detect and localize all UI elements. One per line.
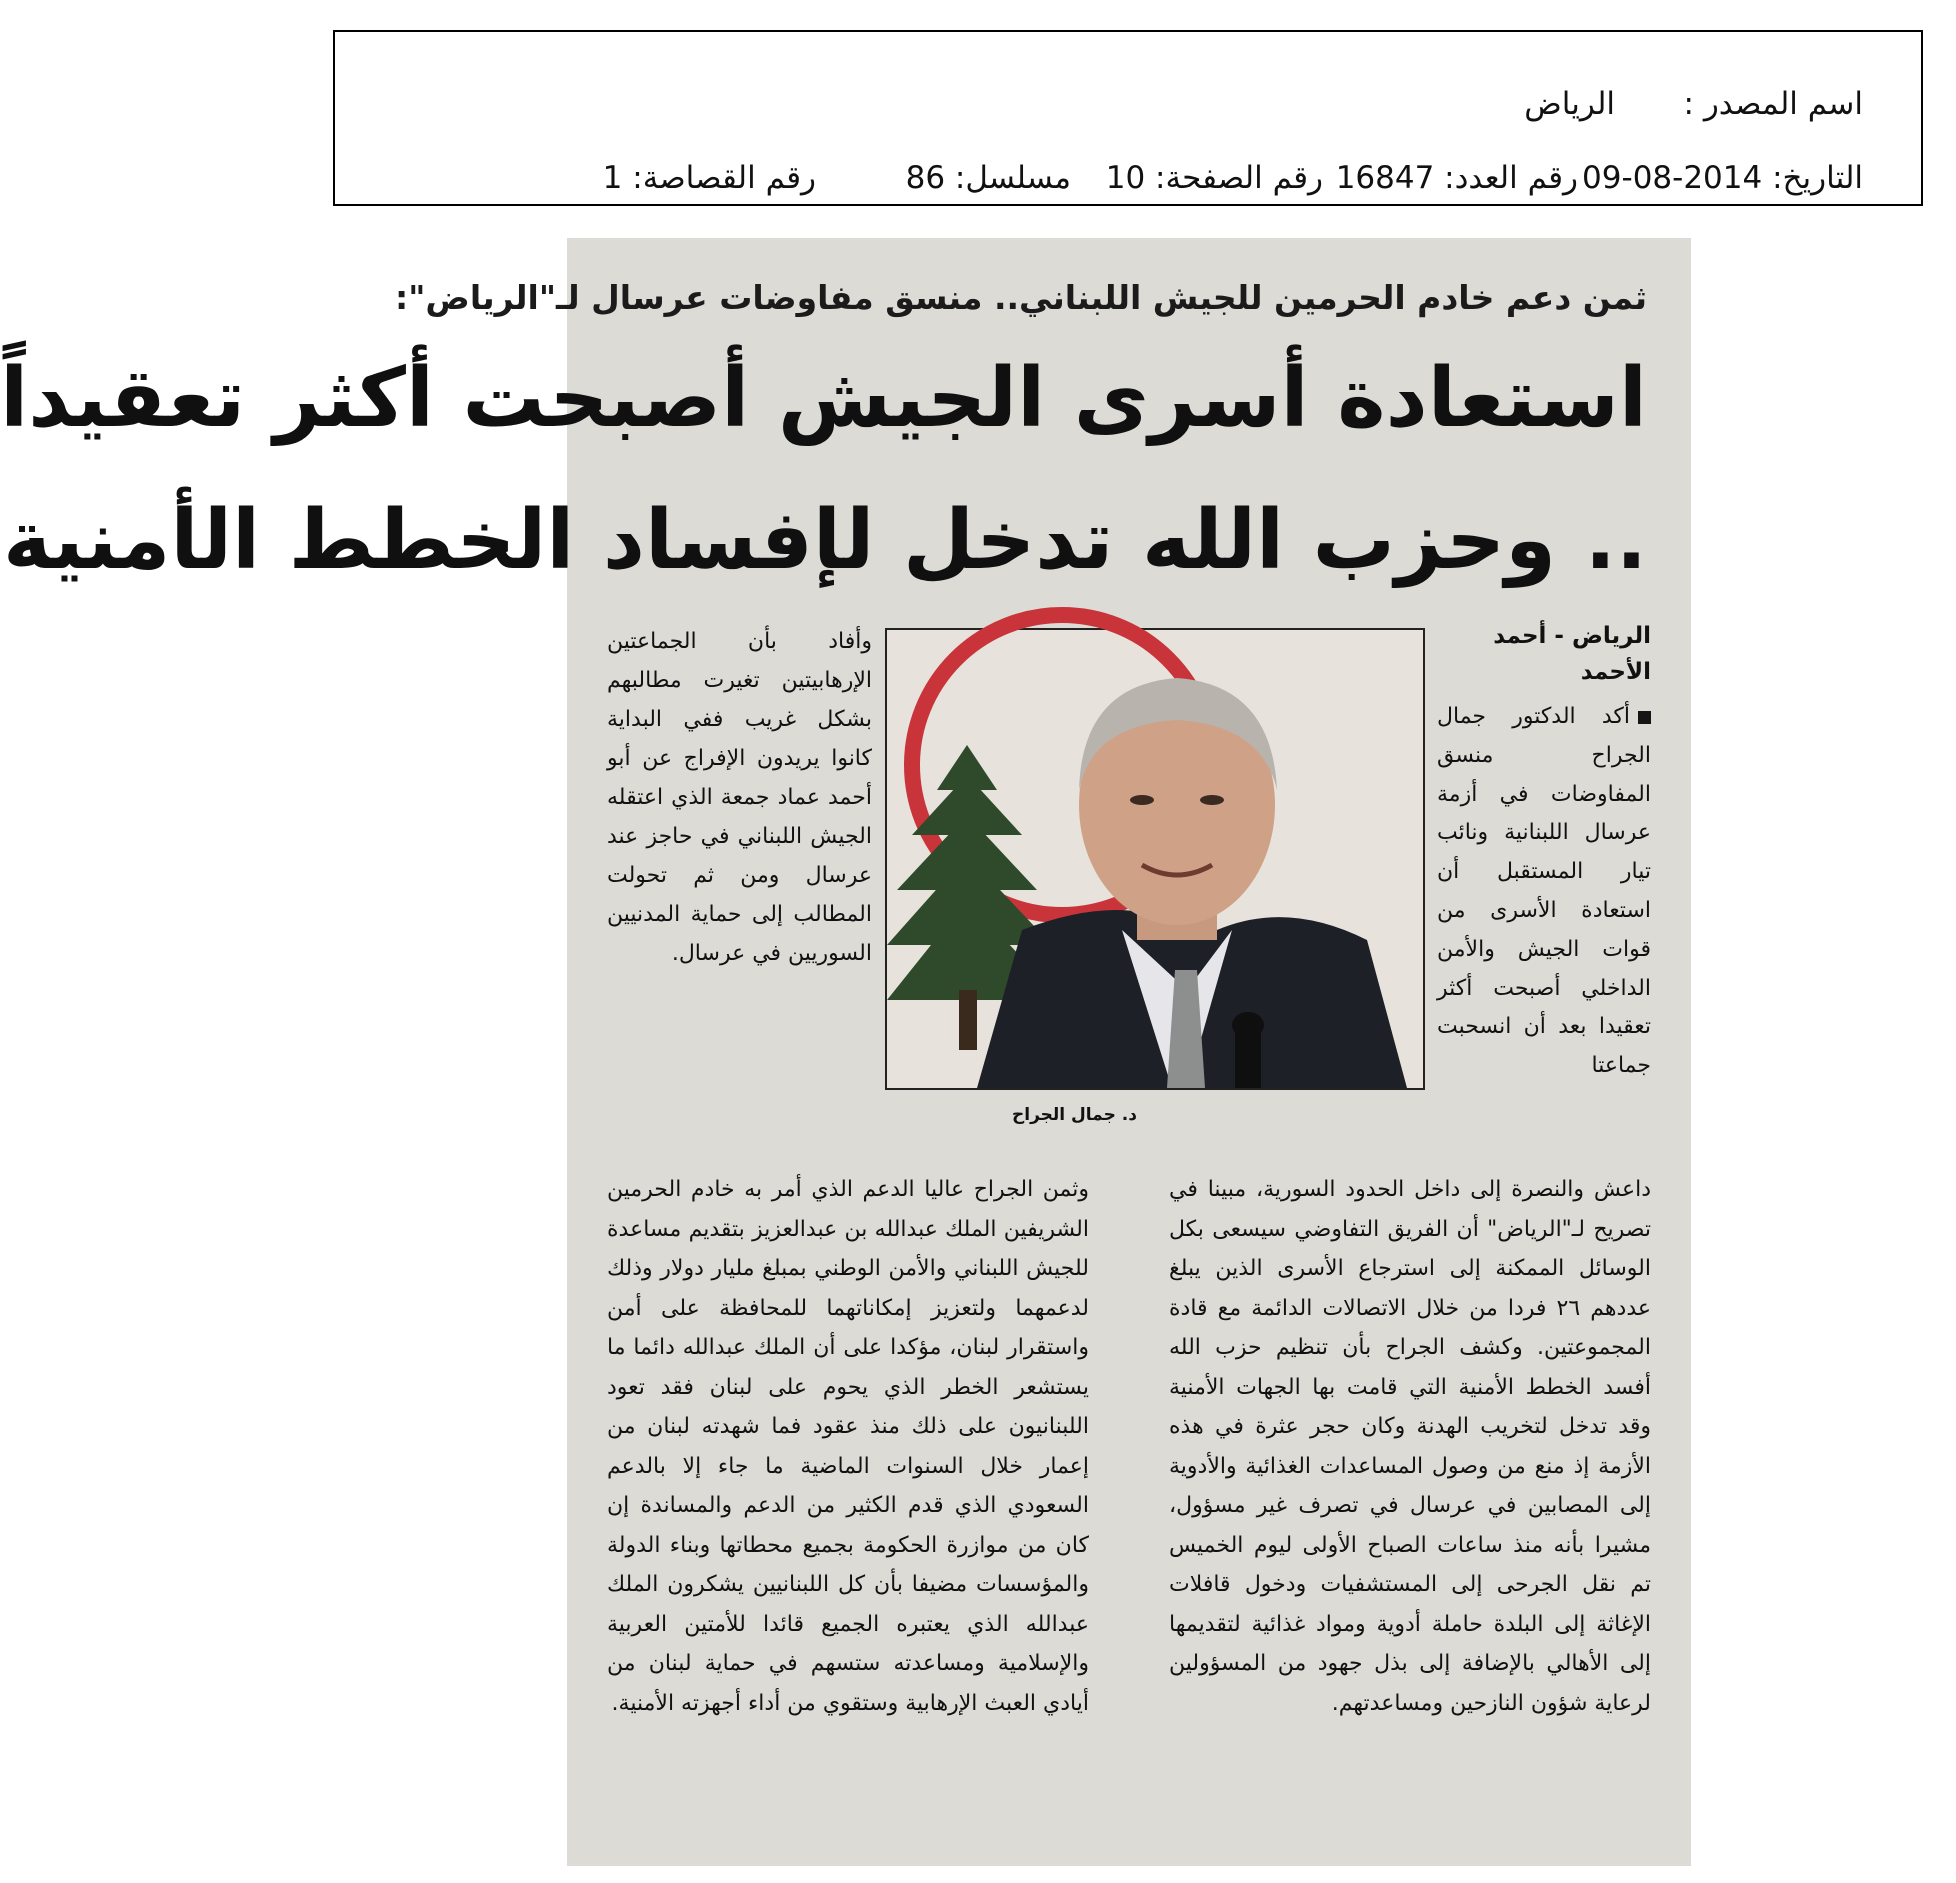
- portrait-illustration: [887, 630, 1423, 1088]
- photo-caption: د. جمال الجراح: [1012, 1105, 1137, 1125]
- headline-line-1: استعادة أسرى الجيش أصبحت أكثر تعقيداً: [0, 351, 1647, 446]
- portrait-photo: [885, 628, 1425, 1090]
- bullet-square-icon: [1638, 711, 1651, 724]
- source-label: اسم المصدر :: [1683, 86, 1863, 122]
- page-number-field: رقم الصفحة: 10: [1105, 160, 1323, 196]
- clipping-metadata-box: [333, 30, 1923, 206]
- article-column-right: [1437, 698, 1651, 1086]
- article-kicker: ثمن دعم خادم الحرمين للجيش اللبناني.. منسق مفاوضات عرسال لـ"الرياض":: [395, 278, 1647, 317]
- article-column-lower-left: وثمن الجراح عاليا الدعم الذي أمر به خادم الحرمين الشريفين الملك عبدالله بن عبدالعزيز بتقديم مساعدة للجيش اللبناني والأمن الوطني بمبلغ مليار دولار وذلك لدعمهما ولتعزيز إمكاناتهما للمحافظة على أمن واستقرار لبنان، مؤكدا على أن الملك عبدالله دائما ما يستشعر الخطر الذي يحوم على لبنان فقد تعود اللبنانيون على ذلك منذ عقود فما شهدته لبنان من إعمار خلال السنوات الماضية ما جاء إلا بالدعم السعودي الذي قدم الكثير من الدعم والمساندة إن كان من موازرة الحكومة بجميع محطاتها وبناء الدولة والمؤسسات مضيفا بأن كل اللبنانيين يشكرون الملك عبدالله الذي يعتبره الجميع قائدا للأمتين العربية والإسلامية ومساعدته ستسهم في حماية لبنان من أيادي العبث الإرهابية وستقوي من أداء أجهزته الأمنية.: [607, 1177, 1089, 1716]
- headline-line-2: .. وحزب الله تدخل لإفساد الخطط الأمنية: [2, 493, 1647, 588]
- newspaper-clipping: [0, 238, 1691, 1866]
- source-value: الرياض: [1524, 86, 1615, 122]
- article-column-lower-right: داعش والنصرة إلى داخل الحدود السورية، مبينا في تصريح لـ"الرياض" أن الفريق التفاوضي سيسعى بكل الوسائل الممكنة إلى استرجاع الأسرى الذين يبلغ عددهم ٢٦ فردا من خلال الاتصالات الدائمة مع قادة المجموعتين. وكشف الجراح بأن تنظيم حزب الله أفسد الخطط الأمنية التي قامت بها الجهات الأمنية وقد تدخل لتخريب الهدنة وكان حجر عثرة في هذه الأزمة إذ منع من وصول المساعدات الغذائية والأدوية إلى المصابين في عرسال في تصرف غير مسؤول، مشيرا بأنه منذ ساعات الصباح الأولى ليوم الخميس تم نقل الجرحى إلى المستشفيات ودخول قافلات الإغاثة إلى البلدة حاملة أدوية ومواد غذائية لتقديمها إلى الأهالي بالإضافة إلى بذل جهود من المسؤولين لرعاية شؤون النازحين ومساعدتهم.: [1169, 1177, 1651, 1716]
- serial-field: مسلسل: 86: [905, 160, 1071, 196]
- issue-number-field: رقم العدد: 16847: [1335, 160, 1578, 196]
- article-column-left-top: وأفاد بأن الجماعتين الإرهابيتين تغيرت مطالبهم بشكل غريب ففي البداية كانوا يريدون الإفراج عن أبو أحمد عماد جمعة الذي اعتقله الجيش اللبناني في حاجز عند عرسال ومن ثم تحولت المطالب إلى حماية المدنيين السوريين في عرسال.: [607, 629, 872, 966]
- date-field: التاريخ: 2014-08-09: [1582, 160, 1863, 196]
- source-row: [1524, 86, 1863, 122]
- details-row: [603, 160, 1863, 196]
- article-column-right-text: أكد الدكتور جمال الجراح منسق المفاوضات في أزمة عرسال اللبنانية ونائب تيار المستقبل أن استعادة الأسرى من قوات الجيش والأمن الداخلي أصبحت أكثر تعقيدا بعد أن انسحبت جماعتا: [1437, 704, 1651, 1079]
- clip-number-field: رقم القصاصة: 1: [602, 160, 816, 196]
- byline: الرياض - أحمد الأحمد: [1493, 623, 1651, 685]
